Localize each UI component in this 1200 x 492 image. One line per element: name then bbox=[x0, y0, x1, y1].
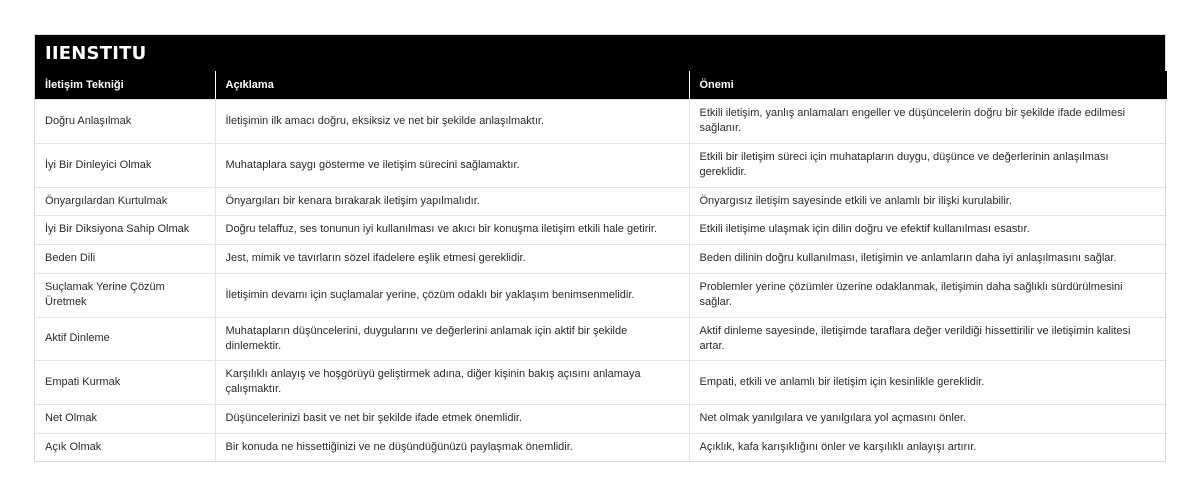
cell-description: Muhataplara saygı gösterme ve iletişim sürecini sağlamaktır. bbox=[215, 143, 689, 187]
cell-importance: Problemler yerine çözümler üzerine odaklanmak, iletişimin daha sağlıklı sürdürülmesini sağlar. bbox=[689, 273, 1167, 317]
table-row bbox=[35, 273, 1167, 317]
cell-technique: Aktif Dinleme bbox=[35, 317, 215, 360]
column-header-description: Açıklama bbox=[215, 71, 689, 99]
brand-header bbox=[35, 35, 1165, 71]
cell-importance: Net olmak yanılgılara ve yanılgılara yol açmasını önler. bbox=[689, 404, 1167, 433]
cell-technique: Suçlamak Yerine Çözüm Üretmek bbox=[35, 273, 215, 317]
cell-technique: İyi Bir Dinleyici Olmak bbox=[35, 143, 215, 187]
table-row bbox=[35, 404, 1167, 433]
cell-importance: Açıklık, kafa karışıklığını önler ve karşılıklı anlayışı artırır. bbox=[689, 433, 1167, 461]
table-row bbox=[35, 143, 1167, 187]
cell-description: Doğru telaffuz, ses tonunun iyi kullanılması ve akıcı bir konuşma iletişim etkili hale getirir. bbox=[215, 215, 689, 244]
cell-technique: Önyargılardan Kurtulmak bbox=[35, 187, 215, 215]
column-header-technique: İletişim Tekniği bbox=[35, 71, 215, 99]
brand-logo-text: IIENSTITU bbox=[45, 42, 147, 64]
communication-techniques-table bbox=[35, 71, 1167, 461]
cell-importance: Etkili bir iletişim süreci için muhatapların duygu, düşünce ve değerlerinin anlaşılması gereklidir. bbox=[689, 143, 1167, 187]
table-row bbox=[35, 360, 1167, 404]
cell-description: Önyargıları bir kenara bırakarak iletişim yapılmalıdır. bbox=[215, 187, 689, 215]
cell-description: Karşılıklı anlayış ve hoşgörüyü geliştirmek adına, diğer kişinin bakış açısını anlamaya çalışmaktır. bbox=[215, 360, 689, 404]
cell-technique: Açık Olmak bbox=[35, 433, 215, 461]
cell-technique: Beden Dili bbox=[35, 244, 215, 273]
cell-description: Düşüncelerinizi basit ve net bir şekilde ifade etmek önemlidir. bbox=[215, 404, 689, 433]
cell-importance: Etkili iletişime ulaşmak için dilin doğru ve efektif kullanılması esastır. bbox=[689, 215, 1167, 244]
table-row bbox=[35, 215, 1167, 244]
cell-importance: Aktif dinleme sayesinde, iletişimde taraflara değer verildiği hissettirilir ve iletişimin kalitesi artar. bbox=[689, 317, 1167, 360]
cell-importance: Etkili iletişim, yanlış anlamaları engeller ve düşüncelerin doğru bir şekilde ifade edilmesi sağlanır. bbox=[689, 99, 1167, 143]
cell-technique: Net Olmak bbox=[35, 404, 215, 433]
cell-technique: Doğru Anlaşılmak bbox=[35, 99, 215, 143]
cell-description: Bir konuda ne hissettiğinizi ve ne düşündüğünüzü paylaşmak önemlidir. bbox=[215, 433, 689, 461]
table-header-row bbox=[35, 71, 1167, 99]
cell-importance: Beden dilinin doğru kullanılması, iletişimin ve anlamların daha iyi anlaşılmasını sağlar. bbox=[689, 244, 1167, 273]
column-header-importance: Önemi bbox=[689, 71, 1167, 99]
cell-importance: Empati, etkili ve anlamlı bir iletişim için kesinlikle gereklidir. bbox=[689, 360, 1167, 404]
table-card bbox=[34, 34, 1166, 462]
cell-description: Jest, mimik ve tavırların sözel ifadelere eşlik etmesi gereklidir. bbox=[215, 244, 689, 273]
cell-description: İletişimin ilk amacı doğru, eksiksiz ve net bir şekilde anlaşılmaktır. bbox=[215, 99, 689, 143]
table-row bbox=[35, 187, 1167, 215]
table-row bbox=[35, 317, 1167, 360]
cell-technique: Empati Kurmak bbox=[35, 360, 215, 404]
table-row bbox=[35, 433, 1167, 461]
table-row bbox=[35, 99, 1167, 143]
table-row bbox=[35, 244, 1167, 273]
cell-technique: İyi Bir Diksiyona Sahip Olmak bbox=[35, 215, 215, 244]
cell-importance: Önyargısız iletişim sayesinde etkili ve anlamlı bir ilişki kurulabilir. bbox=[689, 187, 1167, 215]
cell-description: İletişimin devamı için suçlamalar yerine, çözüm odaklı bir yaklaşım benimsenmelidir. bbox=[215, 273, 689, 317]
cell-description: Muhatapların düşüncelerini, duygularını ve değerlerini anlamak için aktif bir şekilde dinlemektir. bbox=[215, 317, 689, 360]
